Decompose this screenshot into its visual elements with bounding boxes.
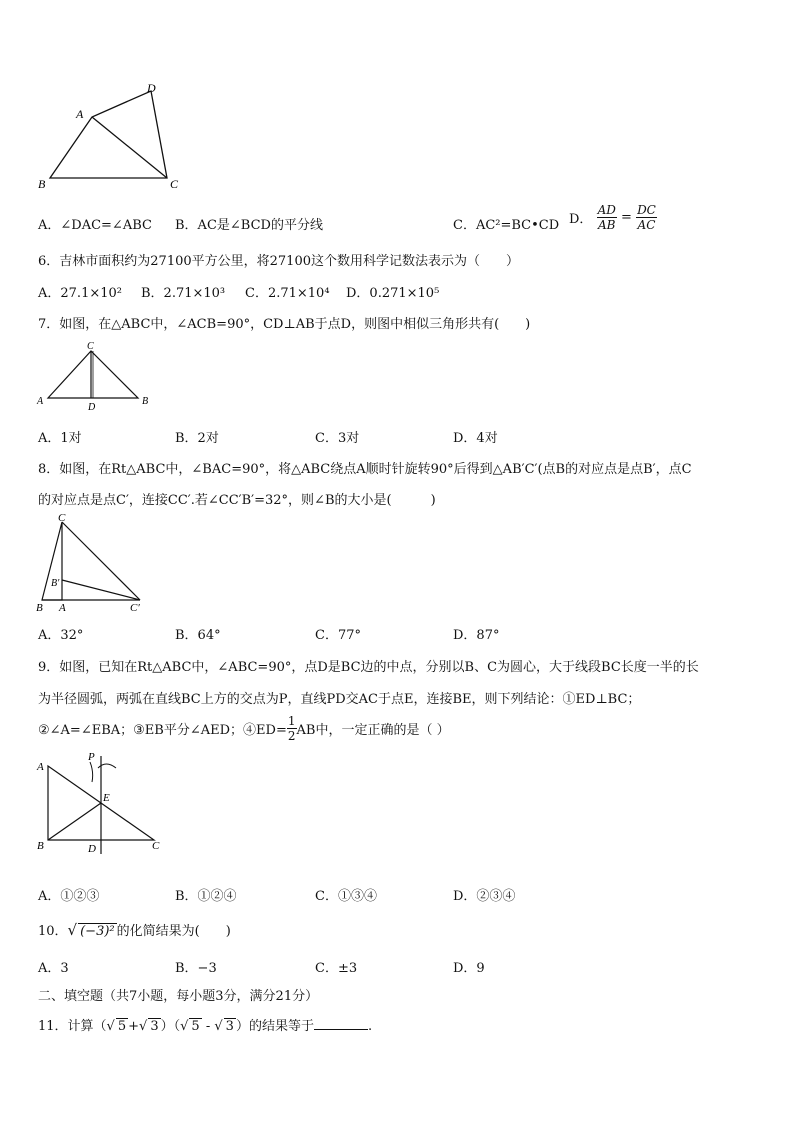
q5-frac2-numerator: DC <box>637 203 656 217</box>
q7-triangle-diagram <box>34 338 158 414</box>
q9-label-p: P <box>88 751 95 763</box>
q7-option-c: C．3对 <box>315 431 360 446</box>
q5-frac2-denominator: AC <box>637 218 656 232</box>
q9-stem-line2: 为半径圆弧，两弧在直线BC上方的交点为P，直线PD交AC于点E，连接BE，则下列结论：①ED⊥BC； <box>38 692 641 707</box>
q9-label-b: B <box>37 840 44 852</box>
q9-option-c: C．①③④ <box>315 889 377 904</box>
q8-label-c-prime: C′ <box>130 602 140 612</box>
q5-equals-sign: = <box>621 210 632 225</box>
q11-radicand-2: 3 <box>150 1019 159 1034</box>
q7-label-a: A <box>37 396 44 407</box>
q9-option-b: B．①②④ <box>175 889 237 904</box>
q7-label-b: B <box>142 396 149 407</box>
q11-radical-sign-1: √ <box>106 1019 115 1034</box>
q5-label-c: C <box>170 177 179 191</box>
q10-radical-sign: √ <box>67 921 78 939</box>
q5-frac1-numerator: AD <box>597 203 616 217</box>
q8-figure <box>34 512 154 612</box>
q8-option-a: A．32° <box>38 628 84 643</box>
q10-option-d: D．9 <box>453 961 485 976</box>
q11-radical-sign-4: √ <box>214 1019 223 1034</box>
q8-option-c: C．77° <box>315 628 361 643</box>
q11-minus: - <box>201 1019 215 1034</box>
q5-option-c: C．AC²=BC•CD <box>453 218 560 233</box>
q10-number: 10． <box>38 924 68 939</box>
q8-option-d: D．87° <box>453 628 500 643</box>
q7-option-d: D．4对 <box>453 431 498 446</box>
q5-label-d: D <box>147 81 156 95</box>
q9-stem-line1: 9．如图，已知在Rt△ABC中，∠ABC=90°，点D是BC边的中点，分别以B、C为圆心，大于线段BC长度一半的长 <box>38 660 699 675</box>
q5-label-b: B <box>38 177 46 191</box>
q10-option-a: A．3 <box>38 961 69 976</box>
q7-label-c: C <box>87 341 94 352</box>
q11-radicand-1: 5 <box>117 1019 127 1034</box>
q8-segment-b1c1 <box>62 580 140 600</box>
q9-fraction-one-half <box>287 714 297 743</box>
q9-construction-diagram <box>34 748 174 856</box>
q9-stem-line3-end: AB中，一定正确的是（ ） <box>296 723 450 738</box>
q8-label-b: B <box>36 602 43 612</box>
q6-stem: 6．吉林市面积约为27100平方公里，将27100这个数用科学记数法表示为（ ） <box>38 254 519 269</box>
q5-triangle-diagram <box>34 80 194 192</box>
q5-quadrilateral <box>50 91 167 178</box>
q11-radicand-3: 5 <box>191 1019 200 1034</box>
q10-option-b: B．−3 <box>175 961 217 976</box>
q9-label-a: A <box>37 761 44 773</box>
q8-label-a: A <box>59 602 66 612</box>
q11-radicand-4: 3 <box>225 1019 234 1034</box>
q8-option-b: B．64° <box>175 628 221 643</box>
q10-radicand: (−3)² <box>80 924 115 939</box>
q7-option-a: A．1对 <box>38 431 82 446</box>
q10-stem <box>38 920 231 939</box>
section-2-heading: 二、填空题（共7小题，每小题3分，满分21分） <box>38 989 319 1004</box>
q10-option-c: C．±3 <box>315 961 358 976</box>
q7-stem: 7．如图，在△ABC中，∠ACB=90°，CD⊥AB于点D，则图中相似三角形共有( ) <box>38 317 531 332</box>
q11-radical-sign-3: √ <box>180 1019 189 1034</box>
q8-label-b-prime: B′ <box>51 578 60 589</box>
q9-stem-line3 <box>38 714 450 743</box>
q11-end: . <box>367 1019 373 1034</box>
q6-option-d: D．0.271×10⁵ <box>346 286 440 301</box>
q11-answer-blank[interactable] <box>314 1029 368 1030</box>
q9-label-d: D <box>88 843 96 855</box>
q5-option-b: B．AC是∠BCD的平分线 <box>175 218 323 233</box>
q6-option-b: B．2.71×10³ <box>141 286 226 301</box>
q6-option-c: C．2.71×10⁴ <box>245 286 330 301</box>
q9-option-d: D．②③④ <box>453 889 516 904</box>
q6-option-a: A．27.1×10² <box>38 286 122 301</box>
q5-diagonal-ac <box>92 117 167 178</box>
q9-stem-line3-start: ②∠A=∠EBA；③EB平分∠AED；④ED= <box>38 723 287 738</box>
q11-mid: ）（ <box>160 1019 181 1034</box>
q5-option-a: A．∠DAC=∠ABC <box>38 218 152 233</box>
q8-label-c: C <box>58 512 66 524</box>
q9-arc-left <box>90 762 93 782</box>
q9-option-a: A．①②③ <box>38 889 100 904</box>
q8-segment-cc1 <box>62 522 140 600</box>
q5-fraction-dc-ac <box>636 203 657 232</box>
q8-rotation-diagram <box>34 512 154 612</box>
q8-stem-line2: 的对应点是点C′，连接CC′.若∠CC′B′=32°，则∠B的大小是( ) <box>38 493 436 508</box>
q8-stem-line1: 8．如图，在Rt△ABC中，∠BAC=90°，将△ABC绕点A顺时针旋转90°后得到△AB′C′(点B的对应点是点B′，点C <box>38 462 692 477</box>
q9-label-e: E <box>103 792 110 804</box>
q11-prefix: 11．计算（ <box>38 1019 107 1034</box>
q11-stem <box>38 1015 372 1034</box>
q9-frac-numerator: 1 <box>287 714 296 728</box>
q10-stem-suffix: 的化简结果为( ) <box>116 924 231 939</box>
q9-segment-be <box>48 803 101 840</box>
q5-label-a: A <box>76 107 84 121</box>
q7-figure <box>34 338 158 414</box>
q11-suffix: ）的结果等于 <box>235 1019 314 1034</box>
q7-label-d: D <box>88 402 96 413</box>
q5-option-d <box>569 203 657 232</box>
q5-figure <box>34 80 194 192</box>
q5-frac1-denominator: AB <box>597 218 616 232</box>
q5-option-d-prefix: D． <box>569 212 593 227</box>
q9-frac-denominator: 2 <box>287 729 296 743</box>
q11-radical-sign-2: √ <box>139 1019 148 1034</box>
q9-figure <box>34 748 174 856</box>
q5-fraction-ad-ab <box>597 203 617 232</box>
q9-label-c: C <box>152 840 160 852</box>
q11-plus: + <box>128 1019 140 1034</box>
q7-option-b: B．2对 <box>175 431 219 446</box>
